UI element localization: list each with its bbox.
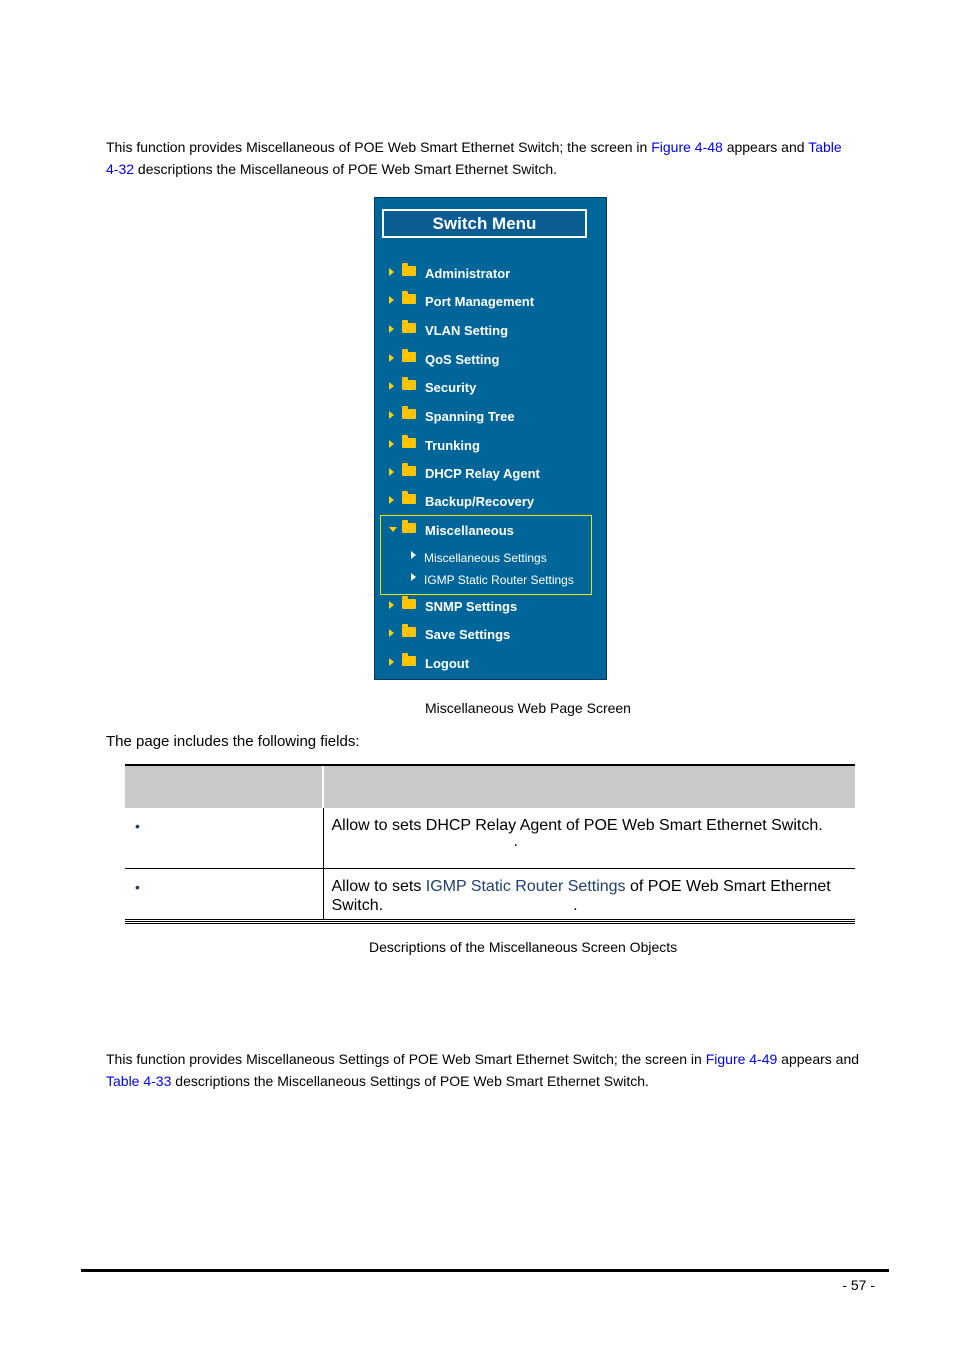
intro-text: appears and (722, 139, 809, 155)
expand-arrow-icon (389, 468, 394, 476)
menu-item-label: VLAN Setting (425, 323, 509, 338)
menu-item-label: Logout (425, 656, 470, 671)
expand-arrow-icon (389, 629, 394, 637)
table-4-32-link[interactable]: Table (808, 139, 842, 155)
intro-text: descriptions the Miscellaneous of POE Web Smart Ethernet Switch. (134, 161, 558, 177)
table-header-cell (125, 765, 323, 808)
folder-icon (402, 494, 416, 504)
menu-item-label: Port Management (425, 294, 535, 309)
menu-item-label: Backup/Recovery (425, 494, 535, 509)
submenu-arrow-icon (411, 573, 416, 581)
fields-intro: The page includes the following fields: (106, 733, 360, 750)
menu-item-label: Spanning Tree (425, 409, 515, 424)
table-row (125, 869, 855, 920)
row-description-tail: . (513, 833, 518, 850)
table-cell-object (125, 808, 323, 869)
table-cell-object (125, 869, 323, 920)
intro-text: This function provides Miscellaneous of POE Web Smart Ethernet Switch; the screen in (106, 139, 652, 155)
intro-paragraph-1 (106, 136, 886, 180)
expand-arrow-icon (389, 658, 394, 666)
row-description: Allow to sets DHCP Relay Agent of POE Web Smart Ethernet Switch. (331, 817, 823, 834)
expand-arrow-icon (389, 382, 394, 390)
expand-arrow-icon (389, 411, 394, 419)
expand-arrow-icon (389, 440, 394, 448)
folder-icon (402, 380, 416, 390)
row-description: of POE Web Smart Ethernet Switch. (331, 878, 831, 914)
igmp-static-router-settings-link[interactable]: IGMP Static Router Settings (425, 878, 626, 895)
table-header-row (125, 765, 855, 808)
intro-text: appears and (777, 1051, 860, 1067)
table-caption: Descriptions of the Miscellaneous Screen Objects (369, 939, 678, 955)
menu-item-label: Save Settings (425, 627, 511, 642)
figure-4-48-link[interactable]: Figure 4-48 (651, 139, 723, 155)
table-header-cell (323, 765, 855, 808)
folder-icon (402, 656, 416, 666)
row-description: Allow to sets (331, 878, 426, 895)
switch-menu (374, 197, 607, 680)
menu-item-label: Miscellaneous (425, 523, 514, 538)
folder-icon (402, 323, 416, 333)
figure-caption: Miscellaneous Web Page Screen (425, 700, 631, 716)
folder-icon (402, 266, 416, 276)
page-number: - 57 - (842, 1277, 875, 1293)
table-bottom-rule (125, 921, 855, 924)
table-cell-description (323, 808, 855, 869)
expand-arrow-icon (389, 354, 394, 362)
menu-item-label: DHCP Relay Agent (425, 466, 540, 481)
submenu-arrow-icon (411, 551, 416, 559)
intro-text: This function provides Miscellaneous Settings of POE Web Smart Ethernet Switch; the screen in (106, 1051, 706, 1067)
table-cell-description (323, 869, 855, 920)
submenu-item-label: IGMP Static Router Settings (424, 573, 574, 587)
folder-icon (402, 438, 416, 448)
figure-4-49-link[interactable]: Figure 4-49 (705, 1051, 778, 1067)
menu-item-label: Security (425, 380, 477, 395)
folder-icon (402, 466, 416, 476)
table-row (125, 808, 855, 869)
folder-icon (402, 409, 416, 419)
collapse-arrow-icon (389, 527, 397, 532)
bullet-icon: • (135, 818, 140, 834)
expand-arrow-icon (389, 601, 394, 609)
expand-arrow-icon (389, 268, 394, 276)
expand-arrow-icon (389, 296, 394, 304)
folder-icon (402, 599, 416, 609)
fields-table (125, 764, 855, 920)
folder-icon (402, 294, 416, 304)
folder-icon (402, 627, 416, 637)
intro-paragraph-2 (106, 1048, 896, 1092)
table-4-32-link[interactable]: 4-32 (106, 161, 135, 177)
bullet-icon: • (135, 879, 140, 895)
submenu-item-label: Miscellaneous Settings (424, 551, 547, 565)
menu-item-label: Administrator (425, 266, 511, 281)
menu-item-label: Trunking (425, 438, 480, 453)
row-description-tail: . (573, 897, 578, 914)
menu-item-label: SNMP Settings (425, 599, 518, 614)
footer-rule (81, 1269, 889, 1272)
intro-text: descriptions the Miscellaneous Settings of POE Web Smart Ethernet Switch. (171, 1073, 649, 1089)
table-4-33-link[interactable]: Table 4-33 (106, 1073, 172, 1089)
expand-arrow-icon (389, 496, 394, 504)
folder-icon (402, 523, 416, 533)
expand-arrow-icon (389, 325, 394, 333)
menu-item-label: QoS Setting (425, 352, 500, 367)
switch-menu-title: Switch Menu (382, 209, 587, 238)
folder-icon (402, 352, 416, 362)
